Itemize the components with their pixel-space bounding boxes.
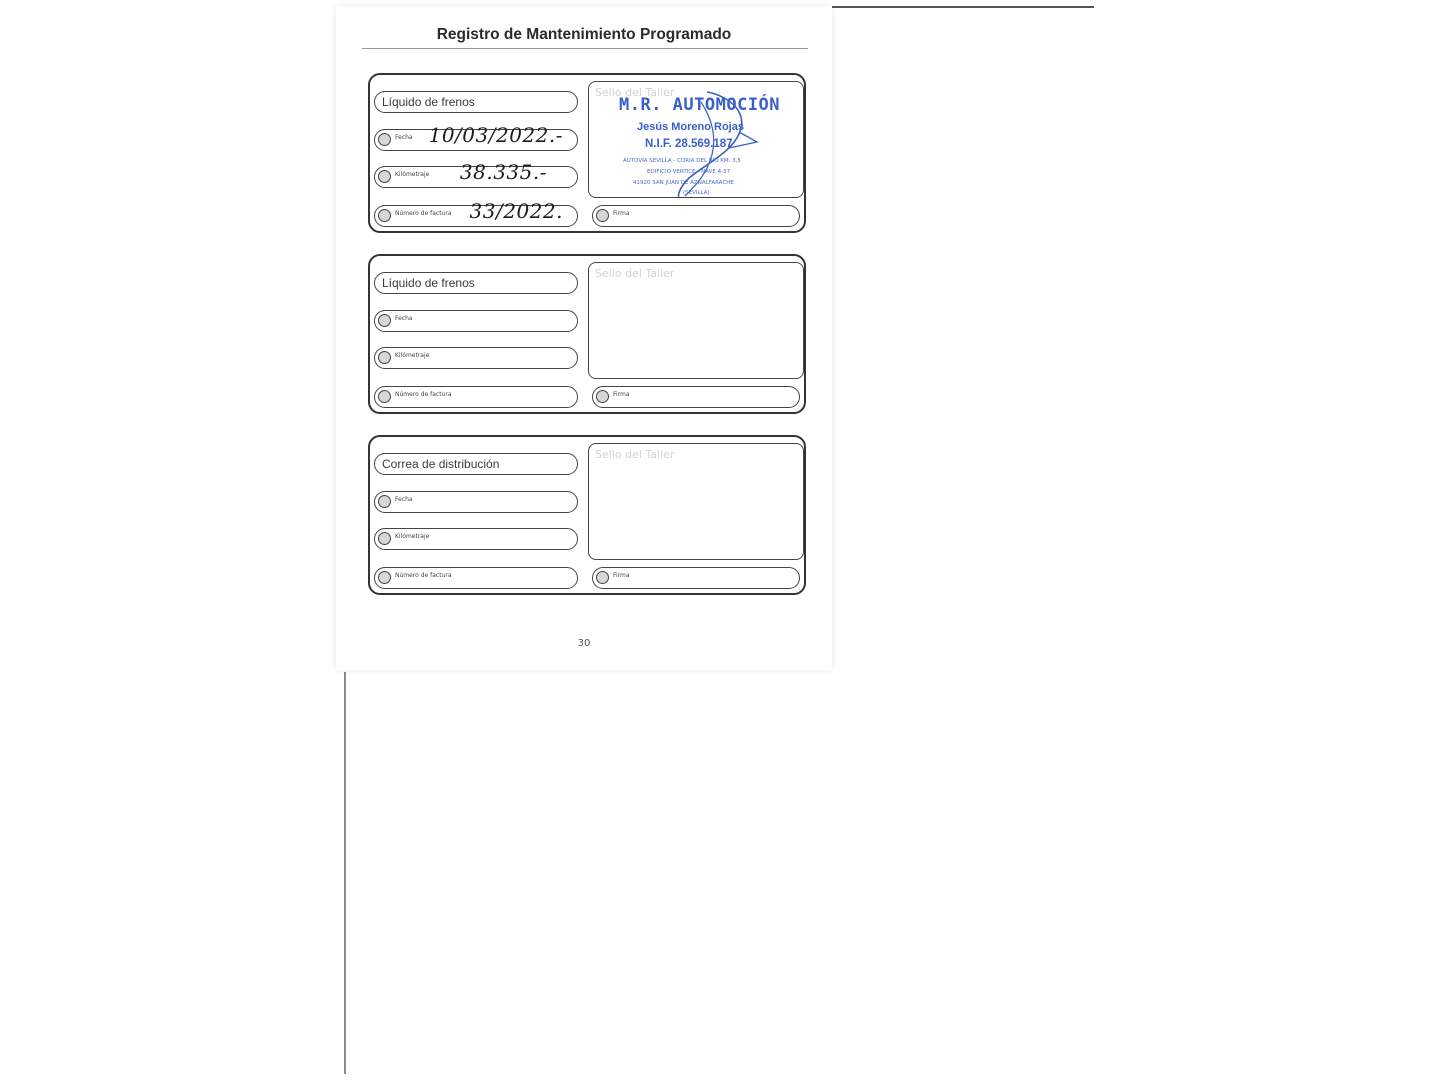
field-label: Fecha	[395, 134, 413, 141]
block-heading: Líquido de frenos	[374, 272, 578, 294]
field-label: Número de factura	[395, 572, 452, 579]
workshop-stamp-box	[588, 81, 804, 198]
field-label: Firma	[613, 210, 630, 217]
radio-icon[interactable]	[378, 209, 391, 222]
mileage-field[interactable]	[374, 528, 578, 550]
title-divider	[362, 48, 808, 49]
date-field[interactable]	[374, 491, 578, 513]
date-field[interactable]	[374, 123, 578, 151]
radio-icon[interactable]	[378, 133, 391, 146]
maintenance-block-1	[368, 73, 806, 233]
seal-address-line: 41920 SAN JUAN DE AZNALFARACHE	[633, 180, 734, 186]
radio-icon[interactable]	[596, 209, 609, 222]
date-field[interactable]	[374, 310, 578, 332]
field-label: Kilómetraje	[395, 171, 430, 178]
field-label: Firma	[613, 572, 630, 579]
field-label: Número de factura	[395, 210, 452, 217]
scan-edge-line	[832, 6, 1094, 8]
maintenance-block-3	[368, 435, 806, 595]
handwritten-value: 38.335.-	[459, 160, 547, 184]
signature-scribble	[589, 82, 804, 198]
radio-icon[interactable]	[378, 170, 391, 183]
seal-company-name: M.R. AUTOMOCIÓN	[619, 95, 781, 115]
block-heading: Correa de distribución	[374, 453, 578, 475]
stamp-label: Sello del Taller	[595, 267, 675, 280]
radio-icon[interactable]	[378, 571, 391, 584]
seal-address-line: EDIFICIO VERTICE - NAVE 4-37	[647, 169, 731, 175]
radio-icon[interactable]	[378, 495, 391, 508]
field-label: Fecha	[395, 315, 413, 322]
page-number: 30	[577, 638, 591, 649]
seal-address-line: (SEVILLA)	[683, 190, 710, 196]
radio-icon[interactable]	[378, 351, 391, 364]
maintenance-block-2	[368, 254, 806, 414]
mileage-field[interactable]	[374, 160, 578, 188]
seal-owner: Jesús Moreno Rojas	[637, 121, 744, 133]
seal-address-line: AUTOVÍA SEVILLA - CORIA DEL RÍO KM. 3,5	[623, 158, 741, 164]
radio-icon[interactable]	[596, 571, 609, 584]
page-title: Registro de Mantenimiento Programado	[436, 26, 732, 43]
invoice-field[interactable]	[374, 199, 578, 227]
document-page	[336, 6, 832, 670]
radio-icon[interactable]	[596, 390, 609, 403]
workshop-stamp-box	[588, 443, 804, 560]
field-label: Kilómetraje	[395, 352, 430, 359]
scan-edge-line	[344, 672, 346, 1074]
signature-field[interactable]	[592, 567, 800, 589]
radio-icon[interactable]	[378, 532, 391, 545]
workshop-stamp-box	[588, 262, 804, 379]
handwritten-value: 33/2022.	[469, 199, 563, 223]
field-label: Número de factura	[395, 391, 452, 398]
radio-icon[interactable]	[378, 314, 391, 327]
handwritten-value: 10/03/2022.-	[428, 123, 563, 147]
field-label: Kilómetraje	[395, 533, 430, 540]
invoice-field[interactable]	[374, 386, 578, 408]
radio-icon[interactable]	[378, 390, 391, 403]
signature-field[interactable]	[592, 205, 800, 227]
signature-field[interactable]	[592, 386, 800, 408]
field-label: Fecha	[395, 496, 413, 503]
field-label: Firma	[613, 391, 630, 398]
block-heading: Líquido de frenos	[374, 91, 578, 113]
seal-nif: N.I.F. 28.569.187	[645, 138, 733, 150]
stamp-label: Sello del Taller	[595, 448, 675, 461]
stamp-label: Sello del Taller	[595, 86, 675, 99]
mileage-field[interactable]	[374, 347, 578, 369]
invoice-field[interactable]	[374, 567, 578, 589]
